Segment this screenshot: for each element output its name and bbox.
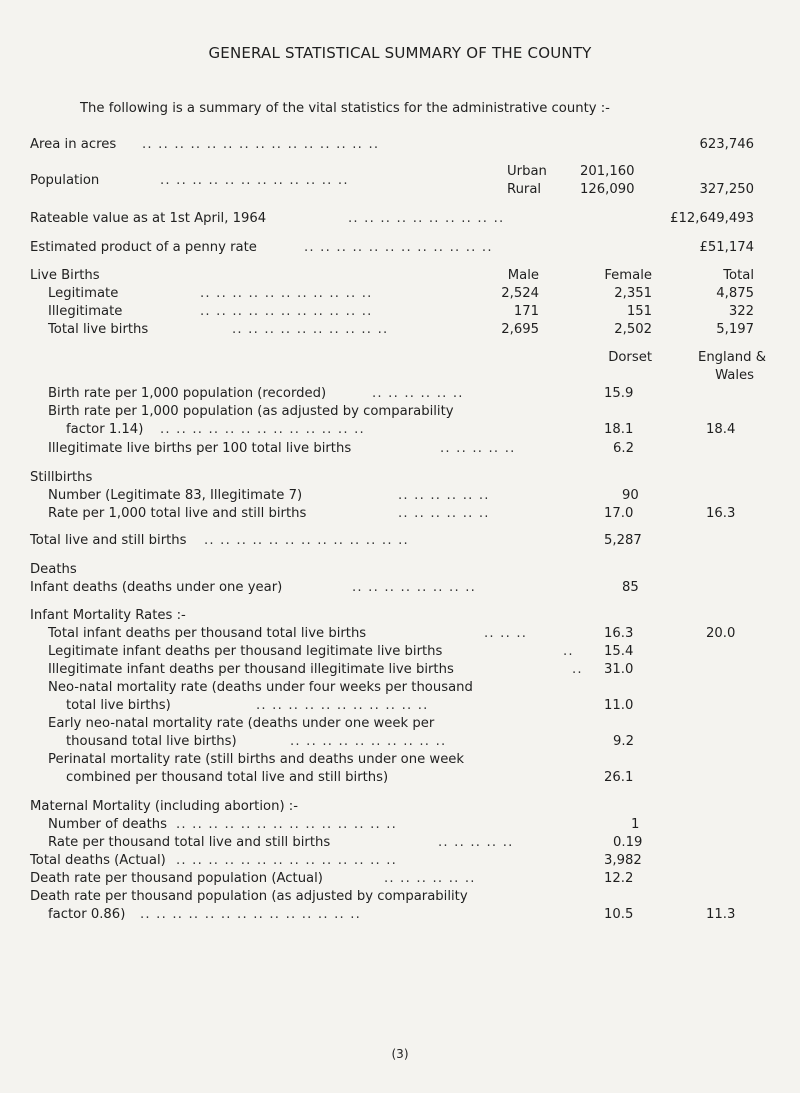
maternal-header (0, 799, 800, 817)
col-dorset: Dorset (608, 350, 652, 365)
col-male: Male (507, 268, 539, 283)
population-row-urban (0, 164, 800, 188)
perinatal-row-2 (0, 770, 800, 788)
rural-label: Rural (507, 182, 542, 197)
row-label: thousand total live births) (66, 734, 237, 749)
infant-mortality-label: Infant Mortality Rates :- (30, 608, 186, 623)
deaths-header (0, 562, 800, 580)
dorset-value: 18.1 (604, 422, 634, 437)
row-label: Neo-natal mortality rate (deaths under four weeks per thousand (48, 680, 473, 695)
leader-dots: .. .. .. .. .. (440, 441, 516, 456)
rateable-value: £12,649,493 (670, 211, 754, 226)
total-value: 4,875 (716, 286, 754, 301)
female-value: 2,502 (614, 322, 652, 337)
live-births-row-illegitimate (0, 304, 800, 322)
death-rate-actual-row (0, 871, 800, 889)
birth-rate-recorded-row (0, 386, 800, 404)
col-england-line2: Wales (715, 368, 754, 383)
penny-rate-label: Estimated product of a penny rate (30, 240, 257, 255)
comparison-header-line2 (0, 368, 800, 386)
infant-deaths-row (0, 580, 800, 598)
dorset-value: 26.1 (604, 770, 634, 785)
stillbirths-number-row (0, 488, 800, 506)
row-label: factor 1.14) (66, 422, 144, 437)
dorset-value: 3,982 (604, 853, 642, 868)
leader-dots: .. .. .. .. .. (438, 835, 514, 850)
penny-rate-value: £51,174 (699, 240, 754, 255)
leader-dots: .. .. .. .. .. .. .. .. .. .. .. .. .. .. (140, 907, 362, 922)
leader-dots: .. .. .. .. .. .. .. .. .. .. .. .. .. .. (176, 817, 398, 832)
birth-rate-adjusted-row-2 (0, 422, 800, 440)
leader-dots: .. .. .. .. .. .. .. .. .. .. (348, 211, 505, 226)
leader-dots: .. .. .. .. .. .. .. .. .. .. .. .. (160, 173, 349, 188)
page-number: (3) (391, 1047, 409, 1061)
leader-dots: .. .. .. .. .. .. .. .. .. .. .. .. .. .. (176, 853, 398, 868)
illegitimate-rate-row (0, 441, 800, 459)
maternal-label: Maternal Mortality (including abortion) :- (30, 799, 298, 814)
urban-value: 201,160 (580, 164, 635, 179)
dorset-value: 16.3 (604, 626, 634, 641)
leader-dots: .. .. .. .. .. .. .. .. .. .. .. .. .. .. .. (142, 137, 380, 152)
total-deaths-row (0, 853, 800, 871)
infant-total-row (0, 626, 800, 644)
dorset-value: 1 (631, 817, 640, 832)
row-label: Early neo-natal mortality rate (deaths under one week per (48, 716, 435, 731)
dorset-value: 9.2 (613, 734, 634, 749)
row-label: Legitimate (48, 286, 119, 301)
leader-dots: .. .. .. .. .. .. .. .. .. .. (232, 322, 389, 337)
total-value: 322 (728, 304, 754, 319)
dorset-value: 90 (622, 488, 639, 503)
leader-dots: .. .. .. .. .. .. .. .. .. .. .. .. (304, 240, 493, 255)
row-label: Illegitimate infant deaths per thousand illegitimate live births (48, 662, 454, 677)
urban-label: Urban (507, 164, 547, 179)
area-label: Area in acres (30, 137, 117, 152)
row-label: Infant deaths (deaths under one year) (30, 580, 283, 595)
area-value: 623,746 (699, 137, 754, 152)
infant-illegitimate-row (0, 662, 800, 680)
dorset-value: 0.19 (613, 835, 643, 850)
leader-dots: .. .. .. .. .. .. (384, 871, 476, 886)
leader-dots: .. .. .. .. .. .. (398, 506, 490, 521)
dorset-value: 15.9 (604, 386, 634, 401)
row-label: Death rate per thousand population (as adjusted by comparability (30, 889, 468, 904)
england-value: 16.3 (706, 506, 736, 521)
male-value: 2,695 (501, 322, 539, 337)
rateable-label: Rateable value as at 1st April, 1964 (30, 211, 267, 226)
infant-legitimate-row (0, 644, 800, 662)
live-births-label: Live Births (30, 268, 100, 283)
birth-rate-adjusted-row (0, 404, 800, 422)
stillbirths-label: Stillbirths (30, 470, 93, 485)
col-total: Total (723, 268, 754, 283)
row-label: Illegitimate live births per 100 total live births (48, 441, 352, 456)
maternal-rate-row (0, 835, 800, 853)
england-value: 20.0 (706, 626, 736, 641)
live-births-row-total (0, 322, 800, 340)
infant-mortality-header (0, 608, 800, 626)
page-title: GENERAL STATISTICAL SUMMARY OF THE COUNTY (208, 44, 592, 62)
england-value: 18.4 (706, 422, 736, 437)
leader-dots: .. .. .. .. .. .. .. .. .. .. .. (200, 304, 373, 319)
row-label: Number (Legitimate 83, Illegitimate 7) (48, 488, 303, 503)
dorset-value: 17.0 (604, 506, 634, 521)
leader-dots: .. .. .. .. .. .. .. .. (352, 580, 477, 595)
dorset-value: 6.2 (613, 441, 634, 456)
female-value: 151 (626, 304, 652, 319)
population-total: 327,250 (699, 182, 754, 197)
row-label: Perinatal mortality rate (still births and deaths under one week (48, 752, 465, 767)
neonatal-row (0, 680, 800, 698)
rateable-row (0, 211, 800, 229)
row-label: Total infant deaths per thousand total live births (48, 626, 367, 641)
male-value: 2,524 (501, 286, 539, 301)
comparison-header (0, 350, 800, 368)
row-label: Total live births (48, 322, 149, 337)
row-label: Death rate per thousand population (Actual) (30, 871, 323, 886)
population-label: Population (30, 173, 100, 188)
female-value: 2,351 (614, 286, 652, 301)
leader-dots: .. .. .. .. .. .. (398, 488, 490, 503)
perinatal-row (0, 752, 800, 770)
row-label: Birth rate per 1,000 population (recorded) (48, 386, 327, 401)
stillbirths-rate-row (0, 506, 800, 524)
row-label: Legitimate infant deaths per thousand legitimate live births (48, 644, 443, 659)
early-neonatal-row-2 (0, 734, 800, 752)
live-births-header (0, 268, 800, 286)
row-label: Rate per thousand total live and still births (48, 835, 331, 850)
live-births-row-legitimate (0, 286, 800, 304)
dorset-value: 5,287 (604, 533, 642, 548)
col-female: Female (604, 268, 652, 283)
leader-dots: .. .. .. .. .. .. .. .. .. .. .. .. .. (160, 422, 365, 437)
maternal-number-row (0, 817, 800, 835)
row-label: combined per thousand total live and still births) (66, 770, 389, 785)
population-row-rural (0, 182, 800, 200)
leader-dots: .. (563, 644, 574, 659)
row-label: Rate per 1,000 total live and still births (48, 506, 307, 521)
row-label: Number of deaths (48, 817, 168, 832)
male-value: 171 (513, 304, 539, 319)
row-label: Birth rate per 1,000 population (as adjusted by comparability (48, 404, 454, 419)
area-row (0, 137, 800, 155)
penny-rate-row (0, 240, 800, 258)
deaths-label: Deaths (30, 562, 77, 577)
dorset-value: 85 (622, 580, 639, 595)
intro-text: The following is a summary of the vital statistics for the administrative county :- (80, 101, 610, 116)
leader-dots: .. .. .. .. .. .. .. .. .. .. .. (256, 698, 429, 713)
dorset-value: 11.0 (604, 698, 634, 713)
death-rate-adjusted-row-2 (0, 907, 800, 925)
dorset-value: 12.2 (604, 871, 634, 886)
leader-dots: .. .. .. (484, 626, 528, 641)
early-neonatal-row (0, 716, 800, 734)
leader-dots: .. .. .. .. .. .. .. .. .. .. .. (200, 286, 373, 301)
row-label: factor 0.86) (48, 907, 126, 922)
total-live-still-row (0, 533, 800, 551)
col-england-line1: England & (697, 350, 766, 365)
dorset-value: 15.4 (604, 644, 634, 659)
leader-dots: .. .. .. .. .. .. .. .. .. .. (290, 734, 447, 749)
row-label: Illegitimate (48, 304, 123, 319)
row-label: total live births) (66, 698, 171, 713)
total-value: 5,197 (716, 322, 754, 337)
neonatal-row-2 (0, 698, 800, 716)
row-label: Total deaths (Actual) (30, 853, 166, 868)
death-rate-adjusted-row (0, 889, 800, 907)
leader-dots: .. (572, 662, 583, 677)
stillbirths-header (0, 470, 800, 488)
rural-value: 126,090 (580, 182, 635, 197)
leader-dots: .. .. .. .. .. .. .. .. .. .. .. .. .. (204, 533, 409, 548)
dorset-value: 31.0 (604, 662, 634, 677)
leader-dots: .. .. .. .. .. .. (372, 386, 464, 401)
row-label: Total live and still births (30, 533, 187, 548)
dorset-value: 10.5 (604, 907, 634, 922)
england-value: 11.3 (706, 907, 736, 922)
